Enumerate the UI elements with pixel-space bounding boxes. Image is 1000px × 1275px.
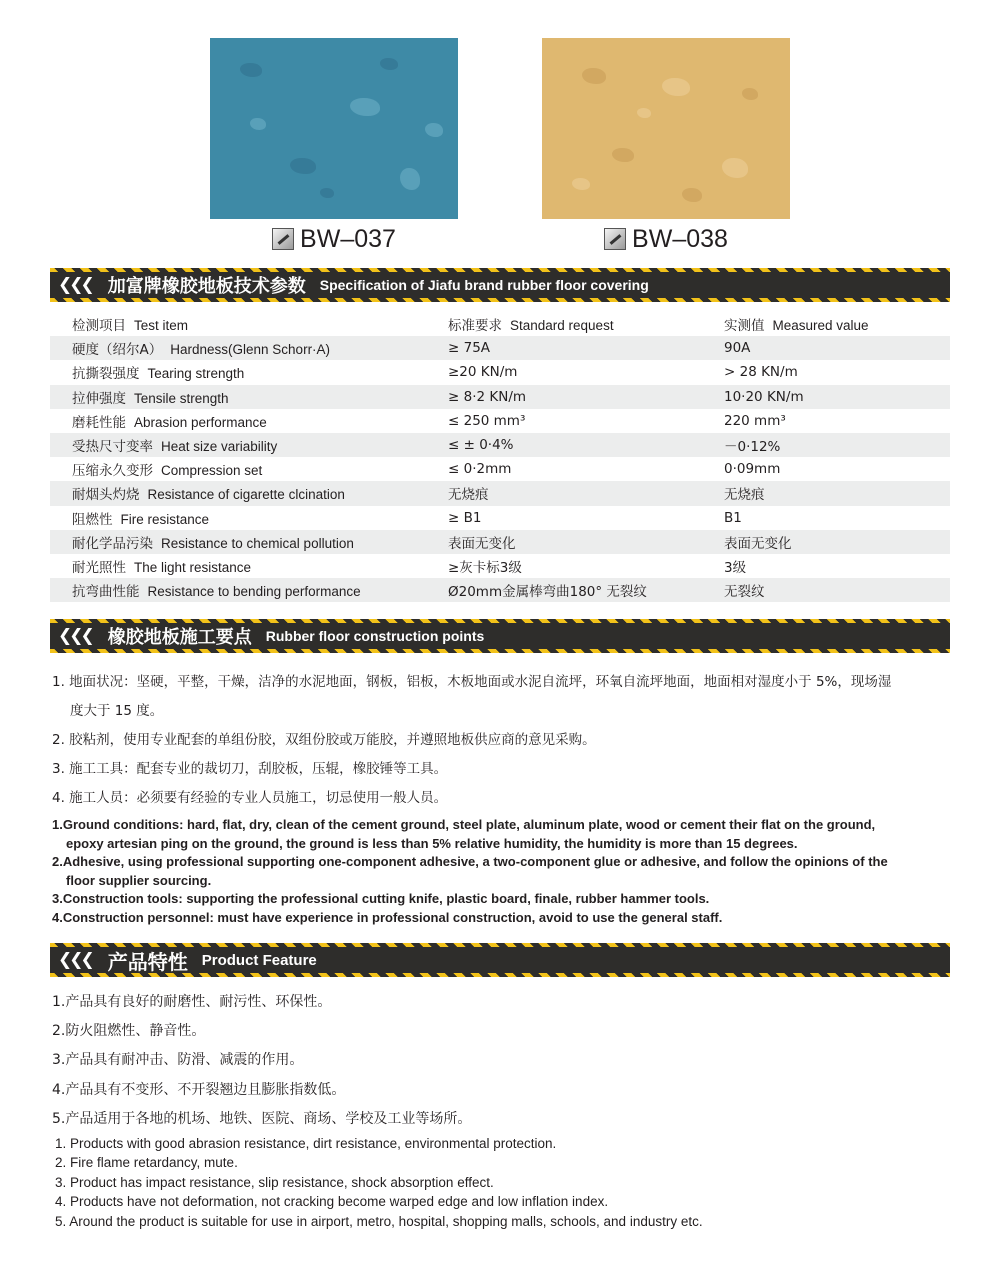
standard-value: ≥灰卡标3级 xyxy=(448,559,522,576)
test-item-en: Resistance of cigarette clcination xyxy=(147,487,345,503)
test-item-en: Heat size variability xyxy=(161,439,278,455)
list-item: 3.Construction tools: supporting the professional cutting knife, plastic board, finale, rubber hammer tools. xyxy=(52,891,710,907)
list-item: 3. 施工工具：配套专业的裁切刀，刮胶板，压辊，橡胶锤等工具。 xyxy=(52,761,448,777)
section-title-cn: 加富牌橡胶地板技术参数 xyxy=(107,276,306,297)
measured-value: 90A xyxy=(724,340,751,357)
chevrons-left-icon: ❮❮❮ xyxy=(58,275,92,295)
construction-points-cn xyxy=(52,668,942,813)
construction-points-en xyxy=(52,816,942,928)
test-item-cn: 阻燃性 xyxy=(72,511,113,528)
test-item-cn: 拉伸强度 xyxy=(72,390,126,407)
measured-value: 表面无变化 xyxy=(724,535,792,552)
standard-value: ≤ 250 mm³ xyxy=(448,412,526,429)
table-row xyxy=(50,385,950,409)
features-en xyxy=(55,1134,945,1231)
standard-value: 无烧痕 xyxy=(448,487,489,504)
table-row xyxy=(50,506,950,530)
header-en: Measured value xyxy=(772,318,869,334)
chevrons-left-icon: ❮❮❮ xyxy=(58,626,92,646)
section-title-en: Rubber floor construction points xyxy=(265,628,485,644)
test-item-en: Abrasion performance xyxy=(134,414,267,430)
test-item-en: Tearing strength xyxy=(147,366,245,382)
table-row xyxy=(50,530,950,554)
chevrons-left-icon: ❮❮❮ xyxy=(58,950,92,970)
spec-section-header xyxy=(50,268,950,302)
pencil-icon xyxy=(272,228,294,250)
spec-table xyxy=(50,312,950,602)
list-item: 4.Construction personnel: must have experience in professional construction, avoid to use the general staff. xyxy=(52,909,723,925)
construction-section-header xyxy=(50,619,950,653)
sample-code: BW–038 xyxy=(632,224,728,253)
test-item-cn: 压缩永久变形 xyxy=(72,463,153,480)
standard-value: ≥ 75A xyxy=(448,340,491,357)
sample-code: BW–037 xyxy=(300,224,396,253)
list-item: 1.Ground conditions: hard, flat, dry, clean of the cement ground, steel plate, aluminum plate, wood or cement their flat on the ground, xyxy=(52,817,876,832)
features-cn xyxy=(52,988,942,1134)
measured-value: > 28 KN/m xyxy=(724,364,798,381)
test-item-cn: 抗弯曲性能 xyxy=(72,584,140,601)
list-item: 2.防火阻燃性、静音性。 xyxy=(52,1023,206,1040)
table-row xyxy=(50,457,950,481)
measured-value: 无烧痕 xyxy=(724,487,765,504)
measured-value: 10·20 KN/m xyxy=(724,388,804,405)
list-item: 2. Fire flame retardancy, mute. xyxy=(55,1155,238,1171)
measured-value: 220 mm³ xyxy=(724,412,786,429)
table-header-row xyxy=(50,312,950,336)
standard-value: ≤ 0·2mm xyxy=(448,461,512,478)
list-item: 4. 施工人员：必须要有经验的专业人员施工，切忌使用一般人员。 xyxy=(52,790,448,806)
pencil-icon xyxy=(604,228,626,250)
list-item: 5. Around the product is suitable for use in airport, metro, hospital, shopping malls, schools, and industry etc. xyxy=(55,1213,703,1229)
test-item-cn: 耐化学品污染 xyxy=(72,535,153,552)
test-item-en: Resistance to bending performance xyxy=(147,584,361,600)
test-item-en: Tensile strength xyxy=(134,390,229,406)
measured-value: 3级 xyxy=(724,559,747,576)
table-row xyxy=(50,433,950,457)
list-item: 4. Products have not deformation, not cracking become warped edge and low inflation index. xyxy=(55,1194,609,1210)
section-title-cn: 产品特性 xyxy=(107,949,188,974)
list-item: 2.Adhesive, using professional supporting one-component adhesive, a two-component glue or adhesive, and follow the opinions of the xyxy=(52,854,888,870)
sand-floor-swatch xyxy=(542,38,790,219)
test-item-en: Fire resistance xyxy=(120,511,210,527)
sample-bw038 xyxy=(542,38,790,253)
list-item: epoxy artesian ping on the ground, the ground is less than 5% relative humidity, the humidity is more than 15 degrees. xyxy=(66,835,798,851)
test-item-en: Compression set xyxy=(161,463,263,479)
table-row xyxy=(50,481,950,505)
standard-value: 表面无变化 xyxy=(448,535,516,552)
test-item-cn: 受热尺寸变率 xyxy=(72,439,153,456)
test-item-cn: 耐烟头灼烧 xyxy=(72,487,140,504)
header-en: Standard request xyxy=(510,318,614,334)
table-row xyxy=(50,554,950,578)
standard-value: ≥20 KN/m xyxy=(448,364,518,381)
test-item-cn: 抗撕裂强度 xyxy=(72,366,140,383)
list-item: 4.产品具有不变形、不开裂翘边且膨胀指数低。 xyxy=(52,1081,346,1098)
feature-section-header xyxy=(50,943,950,977)
table-row xyxy=(50,409,950,433)
list-item: 3.产品具有耐冲击、防滑、减震的作用。 xyxy=(52,1052,304,1069)
table-row xyxy=(50,336,950,360)
measured-value: 无裂纹 xyxy=(724,584,765,601)
table-row xyxy=(50,360,950,384)
section-title-en: Product Feature xyxy=(201,951,317,969)
measured-value: 0·09mm xyxy=(724,461,781,478)
test-item-cn: 磨耗性能 xyxy=(72,414,126,431)
test-item-en: Hardness(Glenn Schorr·A) xyxy=(170,342,331,358)
standard-value: ≥ B1 xyxy=(448,509,482,526)
standard-value: ≥ 8·2 KN/m xyxy=(448,388,527,405)
list-item: 1. Products with good abrasion resistance, dirt resistance, environmental protection. xyxy=(55,1136,557,1151)
measured-value: －0·12% xyxy=(724,439,781,456)
table-row xyxy=(50,578,950,602)
header-cn: 检测项目 xyxy=(72,318,126,335)
list-item: 1.产品具有良好的耐磨性、耐污性、环保性。 xyxy=(52,994,332,1010)
list-item: 5.产品适用于各地的机场、地铁、医院、商场、学校及工业等场所。 xyxy=(52,1110,472,1127)
list-item: 3. Product has impact resistance, slip resistance, shock absorption effect. xyxy=(55,1174,494,1190)
section-title-cn: 橡胶地板施工要点 xyxy=(107,627,252,648)
test-item-en: The light resistance xyxy=(134,559,252,575)
test-item-cn: 耐光照性 xyxy=(72,559,126,576)
list-item: floor supplier sourcing. xyxy=(66,872,212,888)
standard-value: Ø20mm金属棒弯曲180° 无裂纹 xyxy=(448,584,647,601)
header-en: Test item xyxy=(134,318,189,334)
test-item-cn: 硬度（绍尔A） xyxy=(72,342,163,359)
list-item: 2. 胶粘剂，使用专业配套的单组份胶，双组份胶或万能胶，并遵照地板供应商的意见采购。 xyxy=(52,732,596,748)
blue-floor-swatch xyxy=(210,38,458,219)
header-cn: 标准要求 xyxy=(448,318,502,335)
header-cn: 实测值 xyxy=(724,318,765,335)
sample-bw037 xyxy=(210,38,458,253)
section-title-en: Specification of Jiafu brand rubber floor covering xyxy=(319,277,649,293)
list-item: 1. 地面状况：坚硬，平整，干燥，洁净的水泥地面，钢板，铝板，木板地面或水泥自流坪，环氧自流坪地面，地面相对湿度小于 5%，现场湿 xyxy=(52,674,892,690)
standard-value: ≤ ± 0·4% xyxy=(448,437,514,454)
measured-value: B1 xyxy=(724,509,742,526)
test-item-en: Resistance to chemical pollution xyxy=(161,535,354,551)
list-item: 度大于 15 度。 xyxy=(70,703,164,719)
